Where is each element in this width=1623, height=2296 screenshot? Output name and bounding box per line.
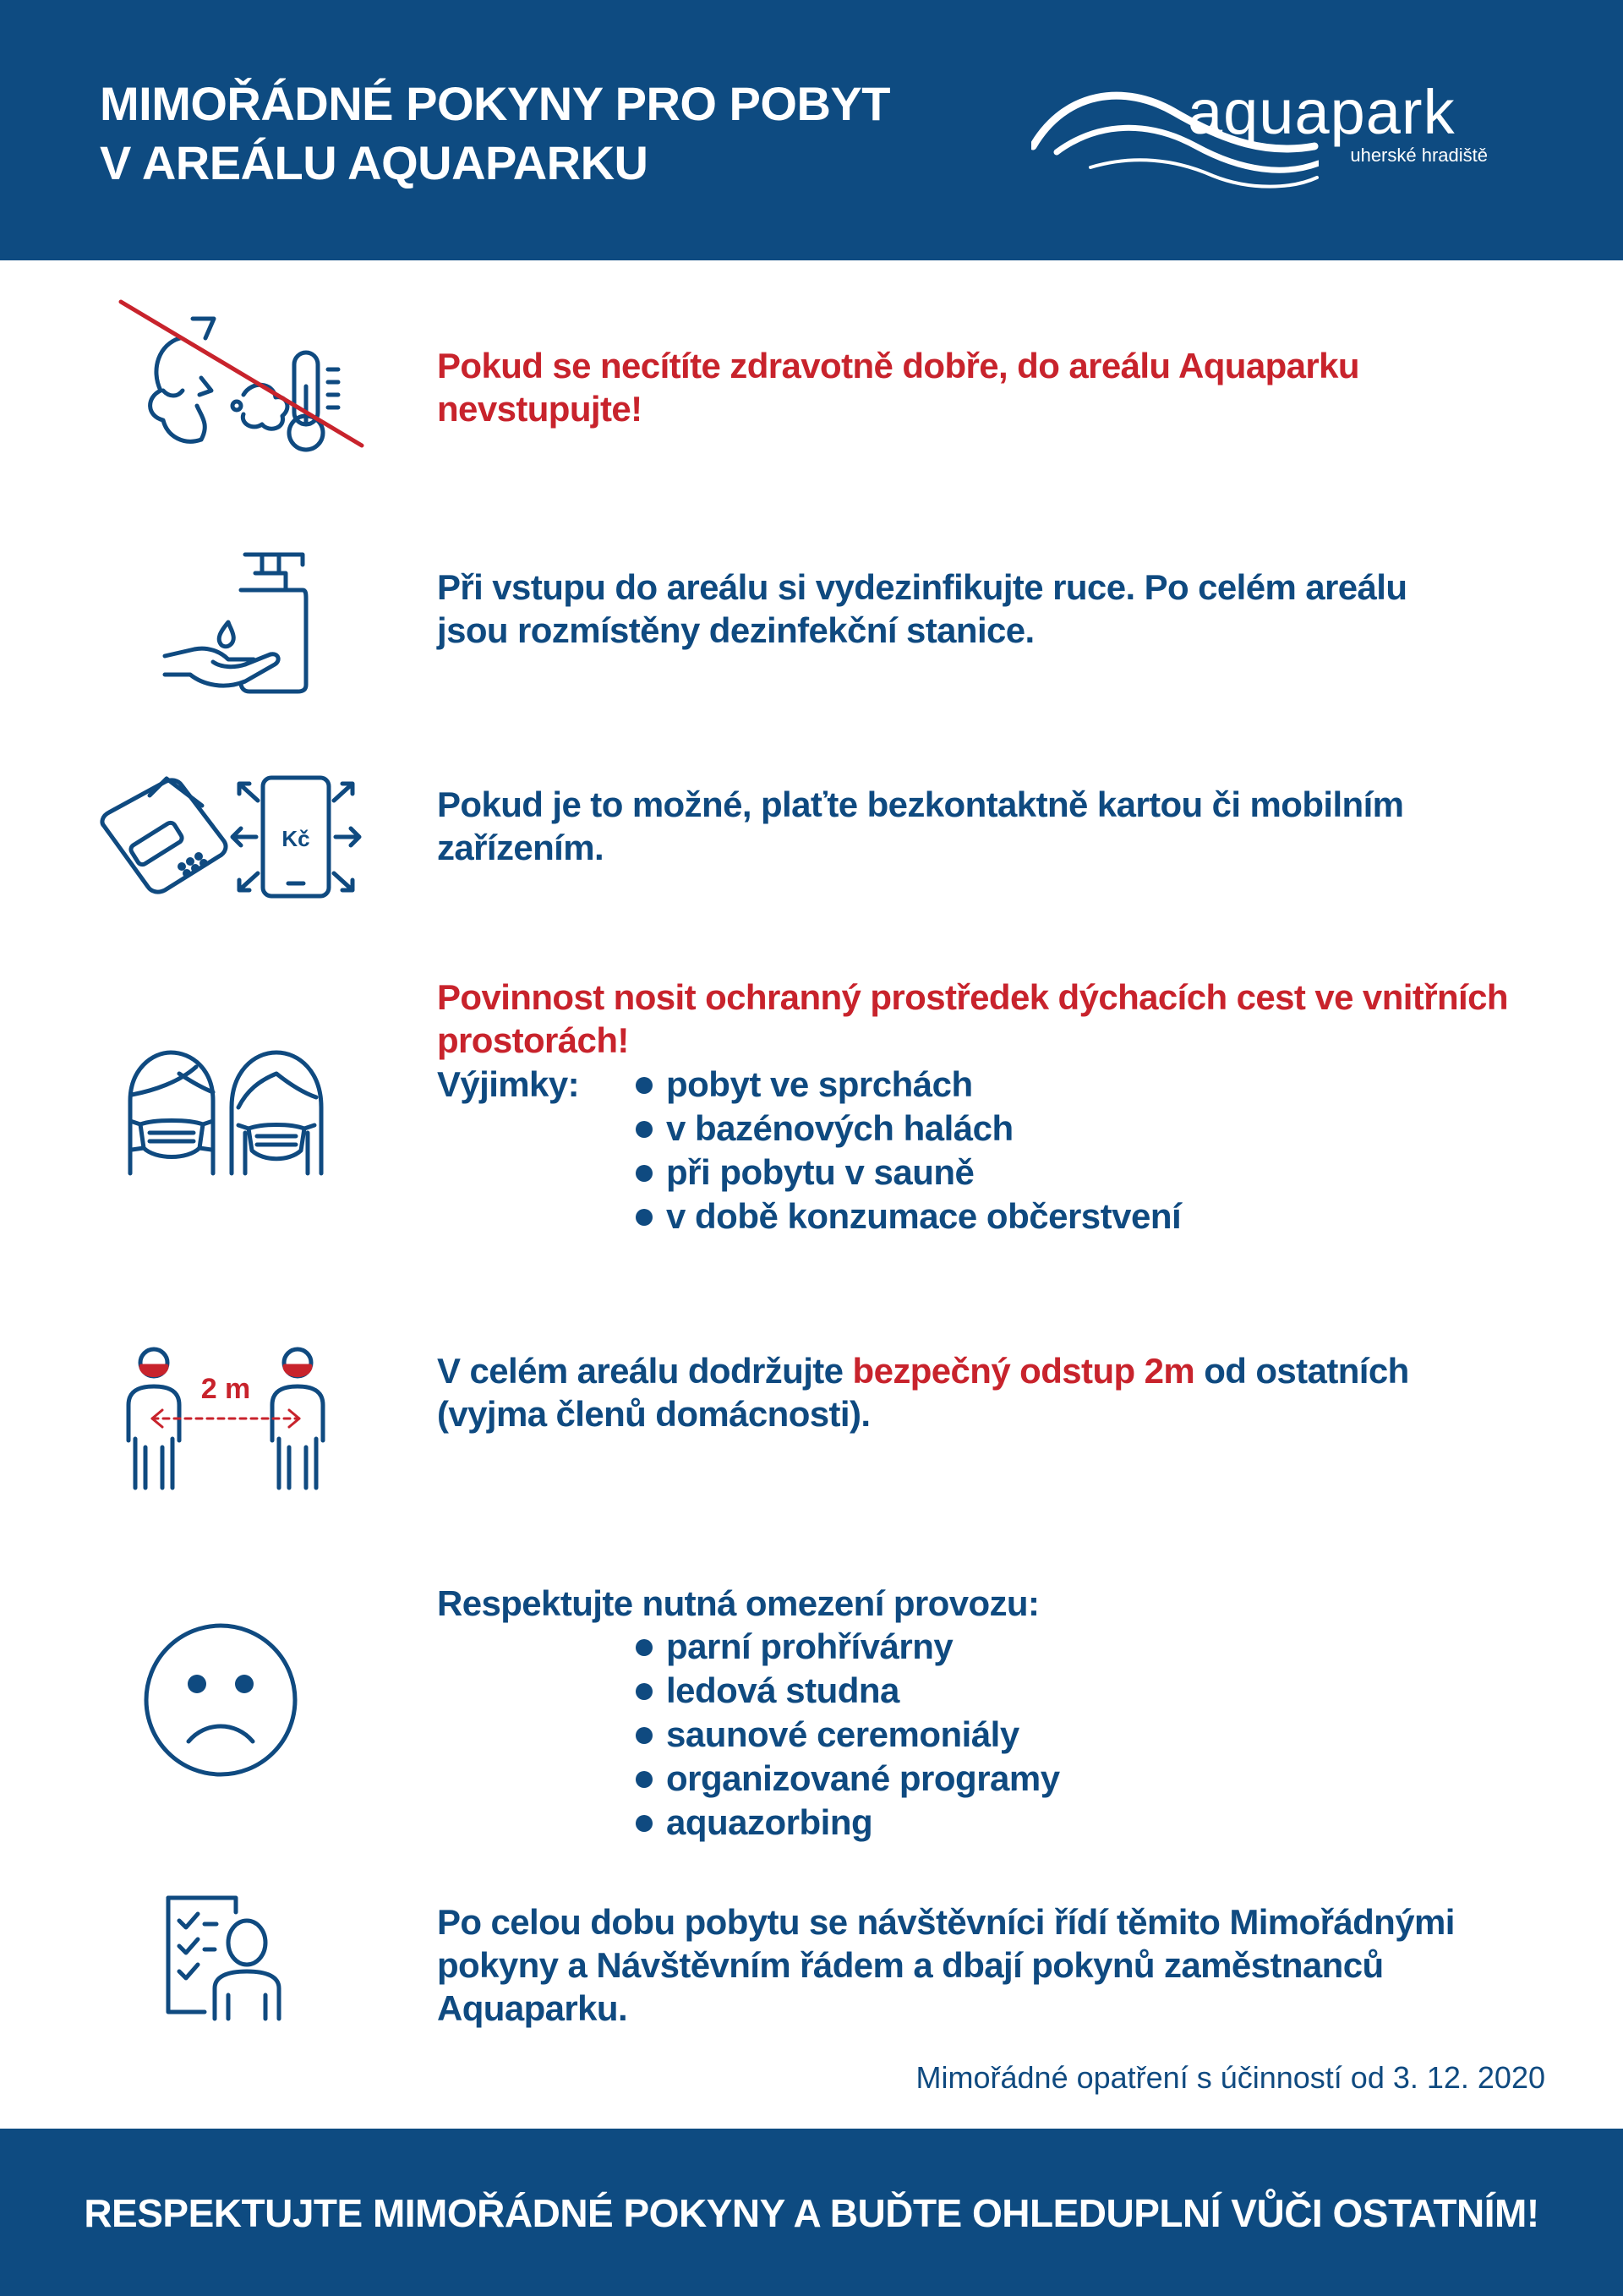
rule-sick-text (437, 344, 1359, 430)
checklist-staff-icon (164, 1894, 287, 2020)
page-title (100, 74, 890, 193)
rule-distance-highlight: bezpečný odstup 2m (852, 1351, 1195, 1391)
list-item: v bazénových halách (636, 1107, 1181, 1151)
rule-payment-line1: Pokud je to možné, plaťte bezkontaktně kartou či mobilním (437, 784, 1404, 824)
title-line-2: V AREÁLU AQUAPARKU (100, 136, 648, 189)
logo-wordmark: aquapark (1188, 77, 1456, 147)
rule-distance-part1: V celém areálu dodržujte (437, 1351, 853, 1391)
sad-face-icon (142, 1621, 299, 1779)
rule-mask-line2: prostorách! (437, 1020, 629, 1060)
rule-payment-line2: zařízením. (437, 828, 604, 867)
rule-disinfect-line2: jsou rozmístěny dezinfekční stanice. (437, 610, 1035, 650)
currency-label: Kč (281, 826, 310, 851)
logo-subtitle: uherské hradiště (1350, 145, 1488, 166)
list-item: aquazorbing (636, 1801, 1060, 1845)
footer-text: RESPEKTUJTE MIMOŘÁDNÉ POKYNY A BUĎTE OHLEDUPLNÍ VŮČI OSTATNÍM! (84, 2191, 1539, 2235)
limits-heading: Respektujte nutná omezení provozu: (437, 1583, 1040, 1623)
list-item: ledová studna (636, 1669, 1060, 1713)
rule-mask-text (437, 976, 1508, 1062)
footer-banner (0, 2129, 1623, 2296)
rule-staff-text (437, 1900, 1455, 2030)
rule-distance-line2: (vyjma členů domácnosti). (437, 1394, 871, 1434)
rule-mask-line1: Povinnost nosit ochranný prostředek dýchacích cest ve vnitřních (437, 977, 1508, 1017)
social-distance-icon (120, 1346, 331, 1498)
sick-cough-thermometer-icon (117, 298, 370, 458)
rule-sick-line1: Pokud se necítíte zdravotně dobře, do areálu Aquaparku (437, 346, 1359, 385)
header-banner (0, 0, 1623, 260)
rule-limits-heading (437, 1582, 1039, 1625)
list-item: saunové ceremoniály (636, 1713, 1060, 1757)
aquapark-logo (1031, 74, 1505, 201)
title-line-1: MIMOŘÁDNÉ POKYNY PRO POBYT (100, 77, 890, 130)
exceptions-label: Výjimky: (437, 1064, 579, 1104)
rule-distance-part2: od ostatních (1194, 1351, 1409, 1391)
list-item: pobyt ve sprchách (636, 1063, 1181, 1107)
hand-sanitizer-icon (161, 548, 321, 696)
list-item: parní prohřívárny (636, 1625, 1060, 1669)
rule-payment-text (437, 783, 1403, 869)
rule-sick-line2: nevstupujte! (437, 389, 642, 429)
exceptions-list (636, 1063, 1181, 1238)
rule-disinfect-line1: Při vstupu do areálu si vydezinfikujte ruce. Po celém areálu (437, 567, 1407, 607)
list-item: organizované programy (636, 1757, 1060, 1801)
rule-staff-line3: Aquaparku. (437, 1988, 628, 2028)
distance-label: 2 m (200, 1373, 251, 1405)
rule-disinfect-text (437, 566, 1407, 652)
list-item: v době konzumace občerstvení (636, 1194, 1181, 1238)
limits-list (636, 1625, 1060, 1845)
contactless-payment-icon (97, 774, 368, 900)
rule-staff-line2: pokyny a Návštěvním řádem a dbají pokynů zaměstnanců (437, 1945, 1384, 1985)
list-item: při pobytu v sauně (636, 1151, 1181, 1194)
validity-note: Mimořádné opatření s účinností od 3. 12. 2020 (915, 2060, 1545, 2095)
rule-distance-text (437, 1349, 1409, 1435)
rule-staff-line1: Po celou dobu pobytu se návštěvníci řídí těmito Mimořádnými (437, 1902, 1455, 1942)
face-masks-icon (120, 1048, 327, 1175)
